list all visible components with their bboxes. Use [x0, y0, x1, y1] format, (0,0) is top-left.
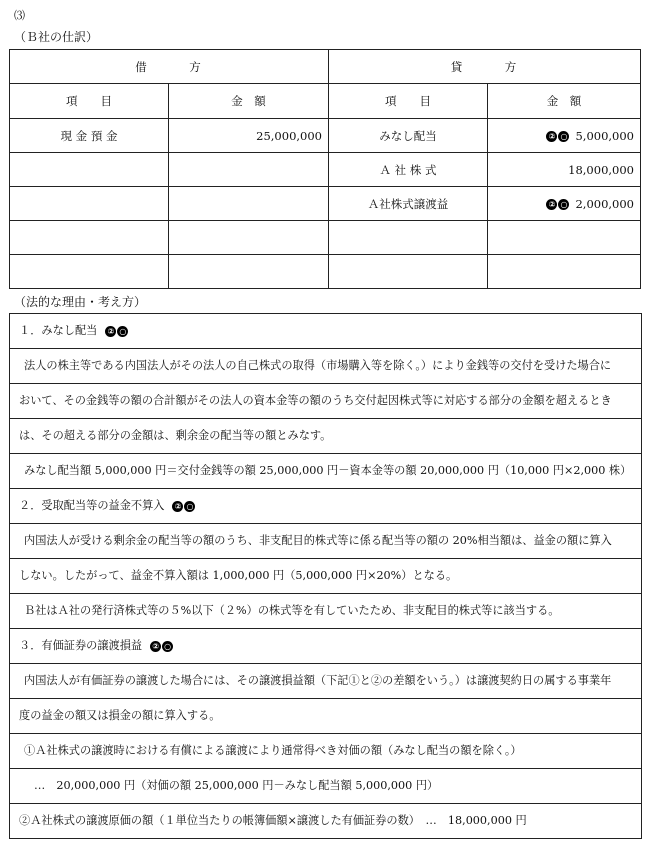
reason-line: 内国法人が受ける剰余金の配当等の額のうち、非支配目的株式等に係る配当等の額の 20%相当額は、益金の額に算入: [10, 524, 641, 559]
credit-amount-cell: [488, 187, 641, 221]
reasons-title: （法的な理由・考え方）: [14, 295, 147, 309]
debit-amount-header: 金 額: [169, 84, 329, 119]
credit-amount: [488, 221, 641, 255]
credit-item: Ａ 社 株 式: [329, 153, 488, 187]
credit-header: 貸 方: [329, 50, 641, 84]
debit-amount: [169, 255, 329, 289]
credit-item: [329, 255, 488, 289]
journal-row: [10, 119, 641, 153]
credit-item: [329, 221, 488, 255]
debit-amount: [169, 187, 329, 221]
reason-line: 法人の株主等である内国法人がその法人の自己株式の取得（市場購入等を除く。）により金銭等の交付を受けた場合に: [10, 349, 641, 384]
score-badge: ② ○: [105, 326, 128, 337]
journal-row: [10, 153, 641, 187]
reason-line: しない。したがって、益金不算入額は 1,000,000 円（5,000,000 円×20%）となる。: [10, 559, 641, 594]
debit-item: [10, 187, 169, 221]
credit-amount: 5,000,000: [575, 128, 634, 143]
score-badge: ② ○: [150, 641, 173, 652]
debit-item: 現 金 預 金: [10, 119, 169, 153]
reason-line: みなし配当額 5,000,000 円＝交付金銭等の額 25,000,000 円－資本金等の額 20,000,000 円（10,000 円×2,000 株）: [10, 454, 641, 489]
section-number: ⑶: [14, 9, 25, 22]
journal-row: [10, 221, 641, 255]
credit-item: みなし配当: [329, 119, 488, 153]
journal-row: [10, 255, 641, 289]
score-badge: ② ○: [172, 501, 195, 512]
credit-amount: 2,000,000: [575, 196, 634, 211]
score-badge: ② ○: [546, 199, 569, 210]
reason-line: は、その超える部分の金額は、剰余金の配当等の額とみなす。: [10, 419, 641, 454]
reason-line: Ｂ社はＡ社の発行済株式等の５%以下（２%）の株式等を有していたため、非支配目的株式等に該当する。: [10, 594, 641, 629]
debit-item: [10, 221, 169, 255]
journal-row: [10, 187, 641, 221]
reason-heading-3: ３．有価証券の譲渡損益 ② ○: [10, 629, 641, 664]
reason-line: ②Ａ社株式の譲渡原価の額（１単位当たりの帳簿価額×譲渡した有価証券の数） … 18,000,000 円: [10, 804, 641, 839]
debit-amount: 25,000,000: [169, 119, 329, 153]
debit-item-header: 項 目: [10, 84, 169, 119]
debit-header: 借 方: [10, 50, 329, 84]
reason-line: 内国法人が有価証券の譲渡した場合には、その譲渡損益額（下記①と②の差額をいう。）は譲渡契約日の属する事業年: [10, 664, 641, 699]
reason-line: おいて、その金銭等の額の合計額がその法人の資本金等の額のうち交付起因株式等に対応する部分の金額を超えるとき: [10, 384, 641, 419]
score-badge: ② ○: [546, 131, 569, 142]
section-title: （Ｂ社の仕訳）: [14, 30, 99, 44]
credit-amount: 18,000,000: [488, 153, 641, 187]
reason-line: … 20,000,000 円（対価の額 25,000,000 円－みなし配当額 5,000,000 円）: [10, 769, 641, 804]
debit-item: [10, 255, 169, 289]
credit-amount-cell: [488, 119, 641, 153]
debit-item: [10, 153, 169, 187]
credit-amount-header: 金 額: [488, 84, 641, 119]
journal-table: [9, 49, 641, 289]
credit-item-header: 項 目: [329, 84, 488, 119]
reasons-box: [9, 313, 642, 839]
reason-line: ①Ａ社株式の譲渡時における有償による譲渡により通常得べき対価の額（みなし配当の額を除く。）: [10, 734, 641, 769]
credit-amount: [488, 255, 641, 289]
reason-heading-2: ２．受取配当等の益金不算入 ② ○: [10, 489, 641, 524]
debit-amount: [169, 221, 329, 255]
debit-amount: [169, 153, 329, 187]
credit-item: Ａ社株式譲渡益: [329, 187, 488, 221]
reason-line: 度の益金の額又は損金の額に算入する。: [10, 699, 641, 734]
reason-heading-1: １．みなし配当 ② ○: [10, 314, 641, 349]
